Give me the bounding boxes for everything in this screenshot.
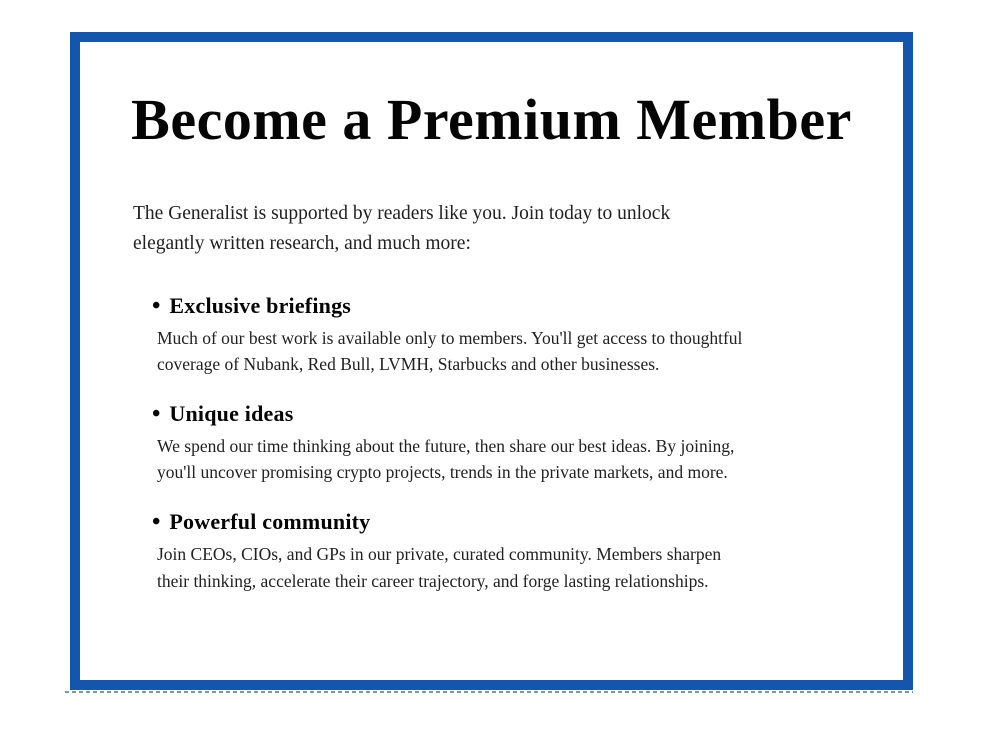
benefit-heading-row (152, 509, 903, 535)
benefit-heading-row (152, 293, 903, 319)
intro-paragraph (133, 199, 903, 259)
intro-line: The Generalist is supported by readers like you. Join today to unlock (133, 202, 671, 224)
page-title: Become a Premium Member (131, 87, 852, 152)
benefit-description (157, 433, 903, 486)
intro-line: elegantly written research, and much more: (133, 232, 471, 254)
benefit-heading-row (152, 401, 903, 427)
list-item-unique-ideas (152, 401, 903, 486)
benefit-description-line: their thinking, accelerate their career trajectory, and forge lasting relationships. (157, 570, 709, 591)
premium-member-card (70, 32, 913, 690)
benefit-title: Exclusive briefings (169, 292, 352, 318)
benefit-title: Unique ideas (169, 400, 294, 426)
benefit-description-line: coverage of Nubank, Red Bull, LVMH, Starbucks and other businesses. (157, 354, 660, 375)
benefit-description-line: We spend our time thinking about the future, then share our best ideas. By joining, (157, 435, 735, 456)
benefits-list (152, 293, 903, 595)
bullet-icon: • (152, 292, 161, 319)
benefit-description (157, 541, 903, 594)
benefit-description-line: Join CEOs, CIOs, and GPs in our private, curated community. Members sharpen (157, 544, 722, 565)
benefit-description-line: you'll uncover promising crypto projects, trends in the private markets, and more. (157, 462, 728, 483)
list-item-exclusive-briefings (152, 293, 903, 378)
benefit-description-line: Much of our best work is available only to members. You'll get access to thoughtful (157, 327, 743, 348)
bullet-icon: • (152, 509, 161, 536)
benefit-description (157, 325, 903, 378)
dashed-divider (65, 691, 913, 693)
benefit-title: Powerful community (169, 509, 371, 535)
bullet-icon: • (152, 400, 161, 427)
list-item-powerful-community (152, 509, 903, 594)
